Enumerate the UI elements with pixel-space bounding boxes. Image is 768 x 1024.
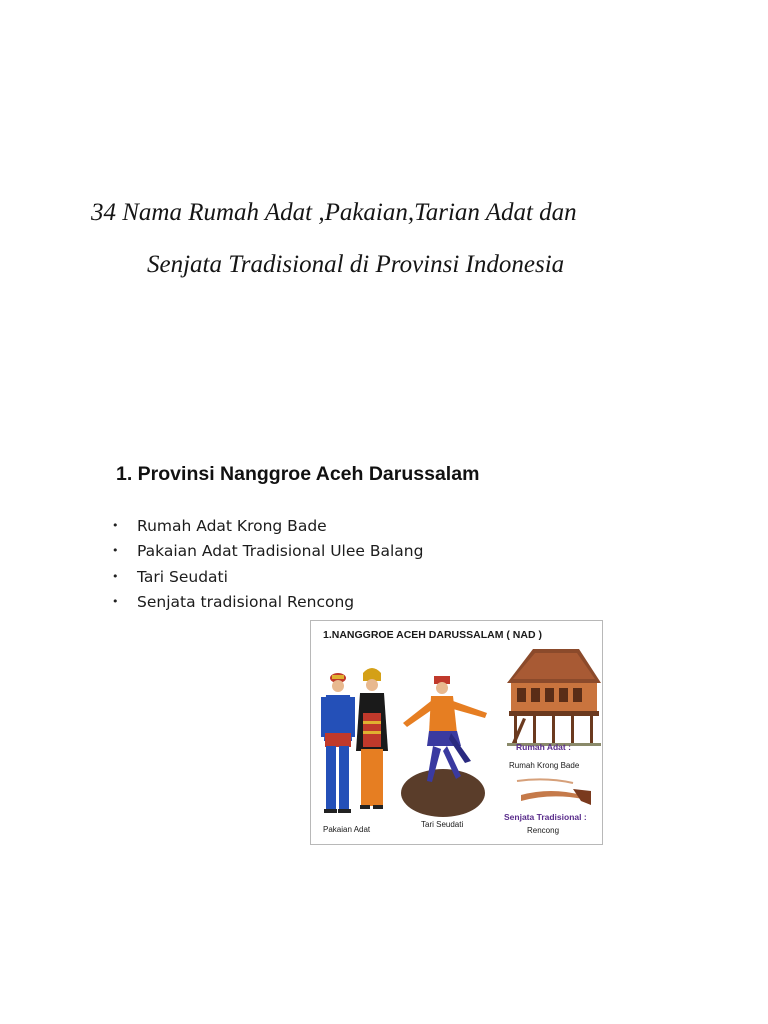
list-item-text: Senjata tradisional Rencong [137,593,355,612]
dancer-figure [401,676,487,817]
pakaian-label: Pakaian Adat [323,825,371,834]
aceh-illustration [310,620,603,845]
house-figure [507,649,601,746]
bullet-icon: • [112,544,119,558]
document-title-line-1: 34 Nama Rumah Adat ,Pakaian,Tarian Adat dan [91,199,577,226]
list-item [112,564,423,590]
list-item [112,590,423,616]
document-title-line-2: Senjata Tradisional di Provinsi Indonesia [147,251,565,278]
senjata-label-name: Rencong [527,826,560,835]
section-heading: 1. Provinsi Nanggroe Aceh Darussalam [116,463,480,485]
illustration-canvas [311,621,602,844]
list-item-text: Pakaian Adat Tradisional Ulee Balang [137,542,424,561]
rumah-label-title: Rumah Adat : [516,742,571,752]
bullet-icon: • [112,518,119,532]
rencong-weapon [517,779,591,805]
woman-figure [356,668,388,809]
list-item [112,539,423,565]
rumah-label-name: Rumah Krong Bade [509,761,580,770]
list-item-text: Rumah Adat Krong Bade [137,516,327,535]
bullet-icon: • [112,595,119,609]
tari-label: Tari Seudati [421,820,464,829]
man-figure [321,673,355,813]
senjata-label-title: Senjata Tradisional : [504,812,587,822]
list-item-text: Tari Seudati [137,567,228,586]
figure-header: 1.NANGGROE ACEH DARUSSALAM ( NAD ) [323,629,542,641]
list-item [112,513,423,539]
bullet-list [112,513,423,615]
bullet-icon: • [112,569,119,583]
